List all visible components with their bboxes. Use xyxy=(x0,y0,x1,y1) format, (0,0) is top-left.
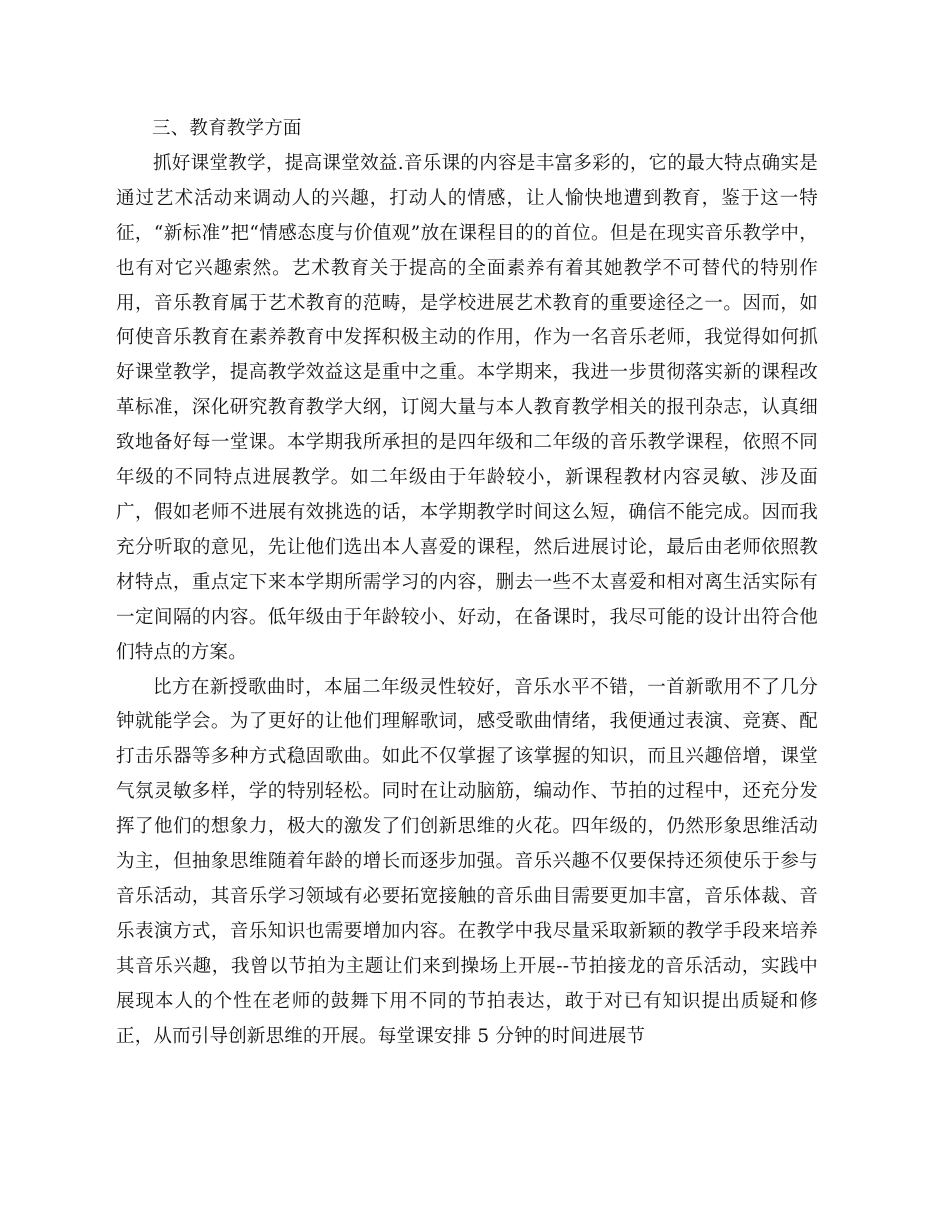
paragraph-new-songs: 比方在新授歌曲时，本届二年级灵性较好，音乐水平不错，一首新歌用不了几分钟就能学会。为了更好的让他们理解歌词，感受歌曲情绪，我便通过表演、竞赛、配打击乐器等多种方式稳固歌曲。如此不仅掌握了该掌握的知识，而且兴趣倍增，课堂气氛灵敏多样，学的特别轻松。同时在让动脑筋，编动作、节拍的过程中，还充分发挥了他们的想象力，极大的激发了们创新思维的火花。四年级的，仍然形象思维活动为主，但抽象思维随着年龄的增长而逐步加强。音乐兴趣不仅要保持还须使乐于参与音乐活动，其音乐学习领域有必要拓宽接触的音乐曲目需要更加丰富，音乐体裁、音乐表演方式，音乐知识也需要增加内容。在教学中我尽量采取新颖的教学手段来培养其音乐兴趣，我曾以节拍为主题让们来到操场上开展--节拍接龙的音乐活动，实践中展现本人的个性在老师的鼓舞下用不同的节拍表达，敢于对已有知识提出质疑和修正，从而引导创新思维的开展。每堂课安排 5 分钟的时间进展节 xyxy=(116,676,818,1047)
document-body xyxy=(116,112,818,1054)
paragraph-classroom-teaching: 抓好课堂教学，提高课堂效益.音乐课的内容是丰富多彩的，它的最大特点确实是通过艺术活动来调动人的兴趣，打动人的情感，让人愉快地遭到教育，鉴于这一特征，“新标准”把“情感态度与价值观”放在课程目的的首位。但是在现实音乐教学中，也有对它兴趣索然。艺术教育关于提高的全面素养有着其她教学不可替代的特别作用，音乐教育属于艺术教育的范畴，是学校进展艺术教育的重要途径之一。因而，如何使音乐教育在素养教育中发挥积极主动的作用，作为一名音乐老师，我觉得如何抓好课堂教学，提高教学效益这是重中之重。本学期来，我进一步贯彻落实新的课程改革标准，深化研究教育教学大纲，订阅大量与本人教育教学相关的报刊杂志，认真细致地备好每一堂课。本学期我所承担的是四年级和二年级的音乐教学课程，依照不同年级的不同特点进展教学。如二年级由于年龄较小，新课程教材内容灵敏、涉及面广，假如老师不进展有效挑选的话，本学期教学时间这么短，确信不能完成。因而我充分听取的意见，先让他们选出本人喜爱的课程，然后进展讨论，最后由老师依照教材特点，重点定下来本学期所需学习的内容，删去一些不太喜爱和相对离生活实际有一定间隔的内容。低年级由于年龄较小、好动，在备课时，我尽可能的设计出符合他们特点的方案。 xyxy=(116,152,818,663)
section-heading: 三、教育教学方面 xyxy=(152,118,302,139)
